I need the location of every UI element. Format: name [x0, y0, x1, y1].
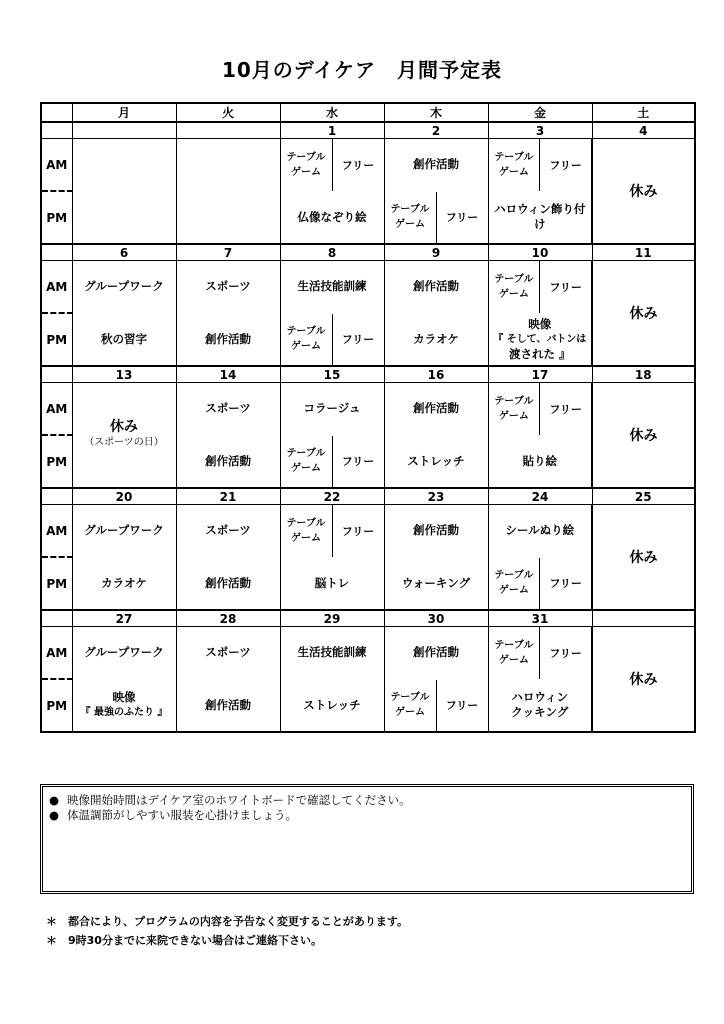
am-activity-cell — [488, 505, 592, 558]
schedule-table — [40, 102, 696, 733]
date-cell: 10 — [488, 244, 592, 261]
free-label: フリー — [341, 158, 375, 172]
monday-holiday-cell — [72, 383, 176, 489]
table-game-label: テーブル ゲーム — [489, 261, 541, 313]
activity-text: 創作活動 — [413, 279, 459, 294]
activity-text: スポーツ — [205, 401, 251, 416]
date-cell: 11 — [592, 244, 695, 261]
table-game-free-split — [489, 261, 592, 313]
pm-activity-cell — [488, 557, 592, 610]
table-game-label: テーブル ゲーム — [489, 627, 541, 679]
pm-activity-cell — [488, 679, 592, 732]
activity-text: 創作活動 — [413, 645, 459, 660]
am-activity-cell — [72, 505, 176, 558]
am-activity-cell — [72, 261, 176, 314]
am-activity-cell — [280, 261, 384, 314]
am-label: AM — [41, 139, 72, 192]
free-label: フリー — [341, 333, 375, 347]
am-activity-cell — [280, 505, 384, 558]
date-cell: 29 — [280, 610, 384, 627]
table-game-label: テーブル ゲーム — [281, 139, 333, 191]
table-game-free-split — [489, 383, 592, 435]
pm-activity-cell — [384, 191, 488, 244]
pm-activity-cell — [176, 557, 280, 610]
note-item: ● 体温調節がしやすい服装を心掛けましょう。 — [49, 808, 297, 822]
activity-text: スポーツ — [205, 523, 251, 538]
date-row-label — [41, 366, 72, 383]
table-game-free-split — [281, 139, 384, 191]
activity-text-line: 渡された 』 — [508, 346, 571, 361]
pm-activity-cell — [280, 435, 384, 488]
activity-text: 脳トレ — [314, 575, 350, 590]
am-activity-cell — [384, 627, 488, 680]
weekday-header: 水 — [280, 103, 384, 122]
free-label: フリー — [549, 280, 582, 294]
am-activity-cell — [488, 139, 592, 192]
weekday-header: 金 — [488, 103, 592, 122]
activity-text: シールぬり絵 — [505, 523, 575, 538]
activity-text: 創作活動 — [205, 453, 251, 468]
table-game-label: テーブル ゲーム — [489, 558, 541, 610]
date-row-label — [41, 488, 72, 505]
note-item: ● 映像開始時間はデイケア室のホワイトボードで確認してください。 — [49, 793, 411, 807]
asterisk-icon: ＊ — [46, 915, 57, 928]
date-cell: 20 — [72, 488, 176, 505]
am-label: AM — [41, 505, 72, 558]
am-activity-cell — [280, 627, 384, 680]
footer-notes — [46, 912, 408, 950]
am-activity-cell — [176, 383, 280, 436]
date-cell: 28 — [176, 610, 280, 627]
saturday-holiday-cell: 休み — [592, 505, 695, 611]
activity-text: グループワーク — [84, 645, 164, 660]
date-cell: 13 — [72, 366, 176, 383]
activity-text: スポーツ — [205, 279, 251, 294]
am-activity-cell — [384, 139, 488, 192]
pm-label: PM — [41, 435, 72, 488]
date-cell: 17 — [488, 366, 592, 383]
holiday-note: （スポーツの日） — [84, 437, 164, 448]
date-cell: 2 — [384, 122, 488, 139]
date-cell: 8 — [280, 244, 384, 261]
am-activity-cell — [488, 261, 592, 314]
activity-text: ストレッチ — [407, 453, 465, 468]
pm-activity-cell — [384, 435, 488, 488]
activity-text: 創作活動 — [413, 401, 459, 416]
bullet-icon: ● — [49, 793, 60, 807]
date-cell: 18 — [592, 366, 695, 383]
date-cell: 30 — [384, 610, 488, 627]
pm-activity-cell — [280, 191, 384, 244]
date-row-label — [41, 610, 72, 627]
pm-activity-cell — [72, 679, 176, 732]
activity-text: グループワーク — [84, 279, 164, 294]
table-game-free-split — [281, 314, 384, 366]
free-label: フリー — [341, 524, 375, 538]
date-cell: 31 — [488, 610, 592, 627]
table-game-label: テーブル ゲーム — [385, 192, 437, 244]
pm-activity-cell — [488, 435, 592, 488]
activity-text: ウォーキング — [401, 575, 471, 590]
activity-text: 貼り絵 — [522, 453, 557, 468]
date-cell — [72, 122, 176, 139]
am-label: AM — [41, 261, 72, 314]
table-game-label: テーブル ゲーム — [281, 505, 333, 557]
pm-activity-cell — [72, 313, 176, 366]
free-label: フリー — [445, 699, 479, 713]
footer-item: ＊ 9時30分までに来院できない場合はご連絡下さい。 — [46, 931, 408, 950]
footer-item: ＊ 都合により、プログラムの内容を予告なく変更することがあります。 — [46, 912, 408, 931]
saturday-holiday-cell: 休み — [592, 383, 695, 489]
pm-activity-cell — [280, 313, 384, 366]
date-cell: 6 — [72, 244, 176, 261]
saturday-holiday-cell: 休み — [592, 139, 695, 245]
am-activity-cell — [280, 383, 384, 436]
weekday-header: 土 — [592, 103, 695, 122]
activity-text-line: 映像 — [528, 316, 552, 331]
corner-cell — [41, 103, 72, 122]
table-game-free-split — [281, 505, 384, 557]
pm-activity-cell — [384, 679, 488, 732]
activity-text: 生活技能訓練 — [297, 645, 367, 660]
am-activity-cell — [384, 505, 488, 558]
holiday-text: 休み — [110, 419, 138, 435]
free-label: フリー — [549, 646, 582, 660]
saturday-holiday-cell: 休み — [592, 627, 695, 733]
activity-text-line: 『 最強のふたり 』 — [80, 707, 168, 719]
activity-text: コラージュ — [303, 401, 361, 416]
pm-activity-cell — [72, 191, 176, 244]
weekday-header: 火 — [176, 103, 280, 122]
notes-box — [40, 784, 694, 894]
activity-text: 生活技能訓練 — [297, 279, 367, 294]
activity-text: 創作活動 — [413, 523, 459, 538]
table-game-free-split — [489, 627, 592, 679]
date-cell: 27 — [72, 610, 176, 627]
date-cell: 25 — [592, 488, 695, 505]
activity-text: 仏像なぞり絵 — [297, 209, 367, 224]
table-game-free-split — [385, 680, 488, 732]
pm-activity-cell — [384, 557, 488, 610]
activity-text: 創作活動 — [205, 331, 251, 346]
am-activity-cell — [384, 261, 488, 314]
date-cell: 9 — [384, 244, 488, 261]
table-game-label: テーブル ゲーム — [489, 383, 541, 435]
am-label: AM — [41, 627, 72, 680]
pm-activity-cell — [176, 435, 280, 488]
am-activity-cell — [384, 383, 488, 436]
activity-text: 創作活動 — [205, 575, 251, 590]
pm-activity-cell — [488, 191, 592, 244]
activity-text: スポーツ — [205, 645, 251, 660]
activity-text-line: ハロウィン — [511, 690, 569, 705]
date-cell — [176, 122, 280, 139]
table-game-label: テーブル ゲーム — [281, 314, 333, 366]
pm-label: PM — [41, 191, 72, 244]
am-activity-cell — [280, 139, 384, 192]
activity-text: 創作活動 — [413, 157, 459, 172]
date-cell: 16 — [384, 366, 488, 383]
pm-activity-cell — [176, 191, 280, 244]
pm-activity-cell — [488, 313, 592, 366]
page-title: 10月のデイケア 月間予定表 — [221, 58, 503, 82]
pm-activity-cell — [280, 557, 384, 610]
am-label: AM — [41, 383, 72, 436]
pm-activity-cell — [176, 679, 280, 732]
table-game-label: テーブル ゲーム — [489, 139, 541, 191]
asterisk-icon: ＊ — [46, 934, 57, 947]
weekday-header: 月 — [72, 103, 176, 122]
free-label: フリー — [445, 211, 479, 225]
activity-text: グループワーク — [84, 523, 164, 538]
pm-label: PM — [41, 557, 72, 610]
pm-label: PM — [41, 313, 72, 366]
am-activity-cell — [176, 261, 280, 314]
free-label: フリー — [341, 455, 375, 469]
date-row-label — [41, 122, 72, 139]
saturday-holiday-cell: 休み — [592, 261, 695, 367]
table-game-free-split — [281, 436, 384, 488]
date-cell: 7 — [176, 244, 280, 261]
am-activity-cell — [488, 627, 592, 680]
free-label: フリー — [549, 402, 582, 416]
activity-text: 創作活動 — [205, 697, 251, 712]
date-cell: 23 — [384, 488, 488, 505]
activity-text: 秋の習字 — [101, 331, 147, 346]
free-label: フリー — [549, 577, 582, 591]
date-cell: 14 — [176, 366, 280, 383]
date-cell: 21 — [176, 488, 280, 505]
date-cell: 15 — [280, 366, 384, 383]
am-activity-cell — [72, 627, 176, 680]
am-activity-cell — [176, 139, 280, 192]
free-label: フリー — [549, 158, 582, 172]
date-cell: 4 — [592, 122, 695, 139]
weekday-header: 木 — [384, 103, 488, 122]
table-game-free-split — [489, 558, 592, 610]
table-game-label: テーブル ゲーム — [385, 680, 437, 732]
activity-text: ストレッチ — [303, 697, 361, 712]
date-cell: 24 — [488, 488, 592, 505]
table-game-label: テーブル ゲーム — [281, 436, 333, 488]
pm-activity-cell — [72, 557, 176, 610]
activity-text: カラオケ — [101, 575, 147, 590]
date-row-label — [41, 244, 72, 261]
activity-text-line: クッキング — [511, 705, 569, 720]
bullet-icon: ● — [49, 808, 60, 822]
activity-text-line: 『 そして、バトンは — [493, 333, 587, 345]
date-cell: 1 — [280, 122, 384, 139]
table-game-free-split — [489, 139, 592, 191]
date-cell: 3 — [488, 122, 592, 139]
pm-activity-cell — [384, 313, 488, 366]
pm-label: PM — [41, 679, 72, 732]
am-activity-cell — [488, 383, 592, 436]
activity-text: ハロウィン飾り付け — [494, 202, 586, 232]
am-activity-cell — [176, 627, 280, 680]
activity-text-line: 映像 — [112, 690, 136, 705]
pm-activity-cell — [280, 679, 384, 732]
activity-text: カラオケ — [413, 331, 459, 346]
date-cell — [592, 610, 695, 627]
date-cell: 22 — [280, 488, 384, 505]
table-game-free-split — [385, 192, 488, 244]
pm-activity-cell — [176, 313, 280, 366]
am-activity-cell — [72, 139, 176, 192]
am-activity-cell — [176, 505, 280, 558]
